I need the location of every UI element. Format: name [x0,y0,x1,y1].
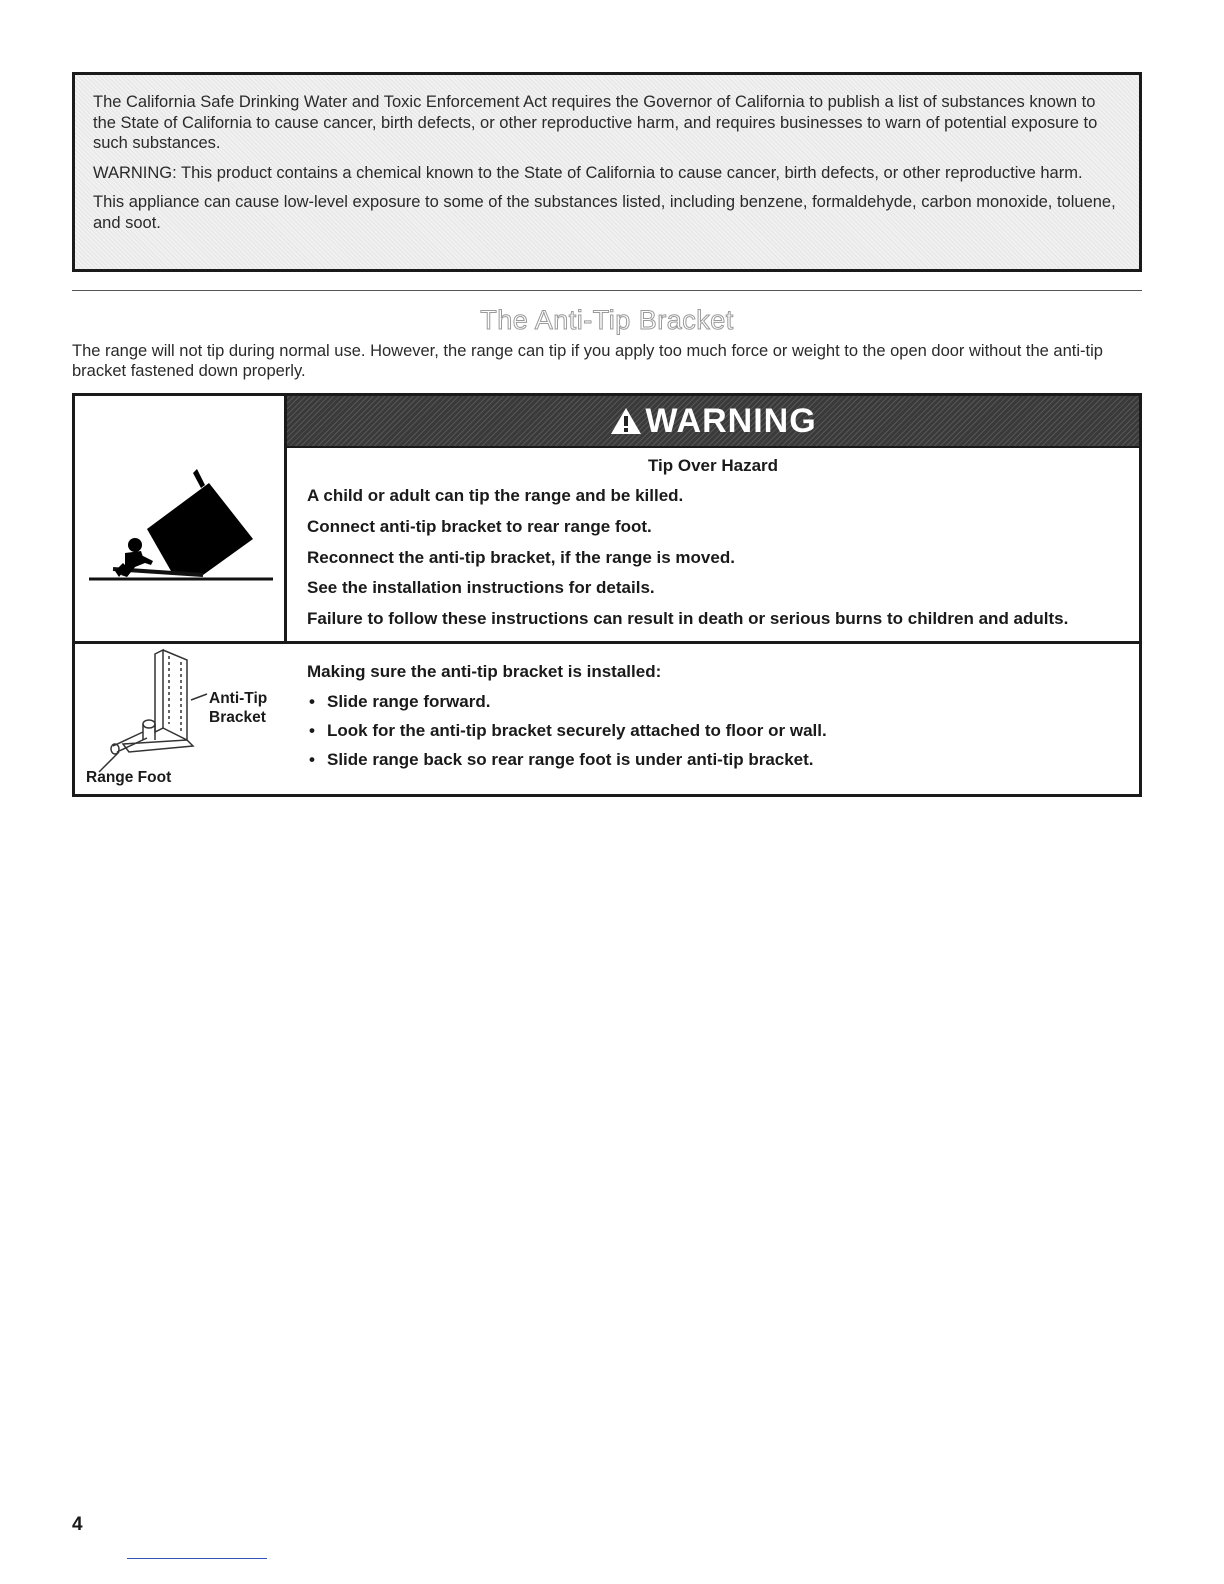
anti-tip-label-line2: Bracket [209,709,266,726]
install-check-list [307,692,827,779]
anti-tip-label-line1: Anti-Tip [209,690,268,707]
hazard-statement: Failure to follow these instructions can result in death or serious burns to children and adults. [307,609,1069,629]
list-item-text: Slide range forward. [327,692,491,711]
list-item-text: Look for the anti-tip bracket securely attached to floor or wall. [327,721,827,740]
bullet: • [309,692,315,711]
bullet: • [309,721,315,740]
hazard-statement: Reconnect the anti-tip bracket, if the range is moved. [307,547,735,567]
warning-header-text: WARNING [645,401,817,440]
section-intro: The range will not tip during normal use. However, the range can tip if you apply too much force or weight to the open door without the anti-tip bracket fastened down properly. [72,342,1103,380]
hazard-title: Tip Over Hazard [647,456,779,475]
section-title: The Anti-Tip Bracket [480,305,734,335]
section-divider [72,290,1142,291]
warning-triangle-icon [609,406,643,436]
prop65-notice-box [72,72,1142,272]
hazard-statement: See the installation instructions for details. [307,578,655,598]
range-foot-label: Range Foot [86,769,172,786]
warning-header [287,396,1139,448]
horizontal-divider [75,641,1139,644]
prop65-paragraph-3: This appliance can cause low-level exposure to some of the substances listed, including benzene, formaldehyde, carbon monoxide, toluene, and soot. [93,193,1116,232]
anti-tip-bracket-label [209,689,267,727]
footer-link-underline [127,1558,267,1559]
prop65-paragraph-1: The California Safe Drinking Water and Toxic Enforcement Act requires the Governor of California to publish a list of substances known to the State of California to cause cancer, birth defects, or other reproductive harm, and requires businesses to warn of potential exposure to such substances. [93,93,1098,152]
prop65-paragraph-2: WARNING: This product contains a chemical known to the State of California to cause cancer, birth defects, or other reproductive harm. [93,163,1083,182]
page-number: 4 [72,1514,83,1535]
tip-over-hazard-icon [85,451,275,586]
list-item [307,750,827,770]
bullet: • [309,750,315,769]
install-check-title: Making sure the anti-tip bracket is installed: [307,662,662,681]
hazard-statements [307,486,1068,640]
list-item-text: Slide range back so rear range foot is under anti-tip bracket. [327,750,814,769]
hazard-statement: Connect anti-tip bracket to rear range foot. [307,516,652,536]
list-item [307,721,827,741]
list-item [307,692,827,712]
tip-over-warning-box [72,393,1142,797]
hazard-statement: A child or adult can tip the range and be killed. [307,486,684,505]
